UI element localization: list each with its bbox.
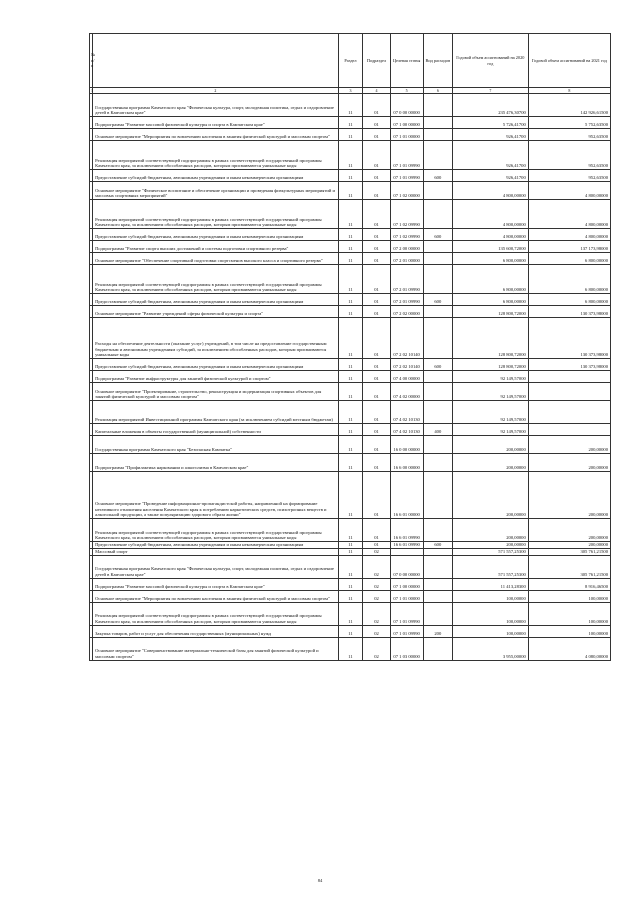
table-row — [90, 401, 611, 424]
cell-vol2020: 926,41700 — [452, 129, 528, 141]
cell-target: 07 2 01 00000 — [390, 253, 423, 265]
cell-target: 07 4 02 10130 — [390, 424, 423, 436]
cell-exp-type — [423, 454, 452, 472]
cell-section: 11 — [338, 637, 363, 660]
table-row — [90, 548, 611, 555]
cell-exp-type — [423, 590, 452, 602]
cell-name: Основное мероприятие "Проведение информационно-пропагандистской работы, направленной на формирование негативного отношения населения Камчатского края к потреблению наркотических средств, психотропных веществ и алкогольной продукции, а также популяризацию здорового образа жизни" — [93, 472, 338, 519]
cell-target: 16 6 01 00000 — [390, 472, 423, 519]
cell-section: 11 — [338, 454, 363, 472]
cell-subsection: 01 — [363, 241, 390, 253]
cell-vol2020: 235 476,30700 — [452, 94, 528, 117]
cell-vol2020: 926,41700 — [452, 170, 528, 182]
table-row — [90, 371, 611, 383]
cell-vol2020: 200,00000 — [452, 436, 528, 454]
cell-name: Подпрограмма "Профилактика наркомании и алкоголизма в Камчатском крае" — [93, 454, 338, 472]
cell-section: 11 — [338, 241, 363, 253]
table-row — [90, 625, 611, 637]
header-subsection: Подраздел — [363, 34, 390, 88]
cell-exp-type — [423, 401, 452, 424]
cell-vol2020: 200,00000 — [452, 472, 528, 519]
cell-name: Основное мероприятие "Обеспечение спортивной подготовки спортсменов высокого класса и спортивного резерва" — [93, 253, 338, 265]
table-row — [90, 424, 611, 436]
cell-exp-type — [423, 519, 452, 542]
cell-exp-type: 600 — [423, 542, 452, 549]
cell-vol2020: 3 955,00000 — [452, 637, 528, 660]
cell-target: 07 1 03 00000 — [390, 637, 423, 660]
cell-section: 11 — [338, 602, 363, 625]
cell-vol2020: 100,00000 — [452, 590, 528, 602]
table-row — [90, 359, 611, 371]
table-row — [90, 117, 611, 129]
cell-target: 07 2 02 00000 — [390, 306, 423, 318]
cell-vol2021: 100,00000 — [528, 602, 610, 625]
cell-target: 07 0 00 00000 — [390, 94, 423, 117]
cell-exp-type — [423, 436, 452, 454]
cell-exp-type — [423, 602, 452, 625]
cell-name: Предоставление субсидий бюджетным, автономным учреждениям и иным некоммерческим организациям — [93, 170, 338, 182]
cell-target: 07 1 01 09990 — [390, 170, 423, 182]
cell-section: 11 — [338, 253, 363, 265]
table-row — [90, 94, 611, 117]
cell-exp-type: 600 — [423, 294, 452, 306]
table-row — [90, 265, 611, 294]
cell-vol2021: 4 800,00000 — [528, 200, 610, 229]
cell-vol2020: 11 413,28300 — [452, 578, 528, 590]
table-row — [90, 590, 611, 602]
table-row — [90, 170, 611, 182]
cell-name: Капитальные вложения в объекты государственной (муниципальной) собственности — [93, 424, 338, 436]
cell-name: Подпрограмма "Развитие инфраструктуры для занятий физической культурой и спортом" — [93, 371, 338, 383]
cell-subsection: 01 — [363, 117, 390, 129]
cell-section: 11 — [338, 555, 363, 578]
cell-target: 16 0 00 00000 — [390, 436, 423, 454]
table-row — [90, 229, 611, 241]
cell-target: 07 1 00 00000 — [390, 578, 423, 590]
cell-target: 07 1 00 00000 — [390, 117, 423, 129]
cell-vol2021: 130 373,98000 — [528, 318, 610, 359]
cell-section: 11 — [338, 424, 363, 436]
cell-vol2020: 200,00000 — [452, 454, 528, 472]
cell-vol2021: 142 926,61500 — [528, 94, 610, 117]
cell-vol2021: 8 916,46500 — [528, 578, 610, 590]
cell-vol2020: 128 800,72000 — [452, 359, 528, 371]
cell-vol2020: 4 800,00000 — [452, 182, 528, 200]
cell-exp-type: 400 — [423, 424, 452, 436]
header-vol2020: Годовой объем ассигнований на 2020 год — [452, 34, 528, 88]
cell-name: Реализация мероприятий соответствующей подпрограммы в рамках соответствующей государственной программы Камчатского края, за исключением обособленных расходов, которым присваиваются уникальные коды — [93, 519, 338, 542]
cell-exp-type — [423, 371, 452, 383]
cell-target: 07 1 01 09990 — [390, 625, 423, 637]
table-row — [90, 637, 611, 660]
page-number: 84 — [317, 878, 323, 883]
cell-exp-type — [423, 472, 452, 519]
cell-subsection: 01 — [363, 182, 390, 200]
table-row — [90, 555, 611, 578]
header-target: Целевая статья — [390, 34, 423, 88]
cell-name: Основное мероприятие "Развитие учреждений сферы физической культуры и спорта" — [93, 306, 338, 318]
cell-vol2020: 135 600,72000 — [452, 241, 528, 253]
cell-subsection: 01 — [363, 542, 390, 549]
cell-vol2020: 128 800,72000 — [452, 318, 528, 359]
cell-vol2020: 5 726,41700 — [452, 117, 528, 129]
cell-target: 07 2 01 09990 — [390, 294, 423, 306]
cell-vol2021: 6 800,00000 — [528, 253, 610, 265]
cell-name: Основное мероприятие "Физическое воспитание и обеспечение организации и проведения физкультурных мероприятий и массовых спортивных мероприятий" — [93, 182, 338, 200]
cell-name: Государственная программа Камчатского края "Физическая культура, спорт, молодежная политика, отдых и оздоровление детей в Камчатском крае" — [93, 94, 338, 117]
cell-exp-type — [423, 253, 452, 265]
table-row — [90, 182, 611, 200]
cell-subsection: 01 — [363, 454, 390, 472]
column-number: 7 — [452, 88, 528, 94]
cell-section: 11 — [338, 383, 363, 401]
cell-vol2020: 92 149,57000 — [452, 383, 528, 401]
cell-section: 11 — [338, 129, 363, 141]
cell-name: Предоставление субсидий бюджетным, автономным учреждениям и иным некоммерческим организациям — [93, 542, 338, 549]
cell-subsection: 01 — [363, 424, 390, 436]
cell-target: 07 1 01 09990 — [390, 141, 423, 170]
cell-name: Основное мероприятие "Мероприятия по вовлечению населения в занятия физической культурой и массовым спортом" — [93, 129, 338, 141]
cell-exp-type — [423, 117, 452, 129]
cell-subsection: 01 — [363, 401, 390, 424]
cell-name: Реализация мероприятий соответствующей подпрограммы в рамках соответствующей государственной программы Камчатского края, за исключением обособленных расходов, которым присваиваются уникальные коды — [93, 602, 338, 625]
cell-exp-type — [423, 578, 452, 590]
cell-subsection: 01 — [363, 129, 390, 141]
cell-target: 07 2 01 09990 — [390, 265, 423, 294]
cell-section: 11 — [338, 519, 363, 542]
cell-subsection: 02 — [363, 548, 390, 555]
cell-name: Государственная программа Камчатского края "Физическая культура, спорт, молодежная политика, отдых и оздоровление детей в Камчатском крае" — [93, 555, 338, 578]
table-row — [90, 436, 611, 454]
cell-name: Массовый спорт — [93, 548, 338, 555]
cell-vol2021: 305 761,21500 — [528, 548, 610, 555]
cell-subsection: 01 — [363, 94, 390, 117]
budget-table-sheet — [89, 33, 611, 661]
cell-vol2021: 4 800,00000 — [528, 182, 610, 200]
cell-name: Реализация мероприятий соответствующей подпрограммы в рамках соответствующей государственной программы Камчатского края, за исключением обособленных расходов, которым присваиваются уникальные коды — [93, 141, 338, 170]
cell-section: 11 — [338, 182, 363, 200]
cell-exp-type: 200 — [423, 625, 452, 637]
table-row — [90, 241, 611, 253]
table-row — [90, 253, 611, 265]
cell-target: 07 0 00 00000 — [390, 555, 423, 578]
cell-vol2020: 100,00000 — [452, 602, 528, 625]
cell-target: 16 6 00 00000 — [390, 454, 423, 472]
column-number: 6 — [423, 88, 452, 94]
cell-subsection: 01 — [363, 359, 390, 371]
cell-target: 07 1 02 09990 — [390, 229, 423, 241]
cell-vol2020: 571 557,25300 — [452, 555, 528, 578]
cell-subsection: 01 — [363, 318, 390, 359]
cell-vol2021: 952,63500 — [528, 129, 610, 141]
cell-section: 11 — [338, 170, 363, 182]
cell-subsection: 02 — [363, 555, 390, 578]
cell-section: 11 — [338, 229, 363, 241]
cell-vol2021: 130 373,98000 — [528, 306, 610, 318]
table-body — [90, 94, 611, 661]
cell-vol2020: 92 149,57000 — [452, 371, 528, 383]
cell-exp-type — [423, 94, 452, 117]
cell-section: 11 — [338, 401, 363, 424]
table-row — [90, 454, 611, 472]
cell-vol2021 — [528, 371, 610, 383]
cell-vol2021: 200,00000 — [528, 454, 610, 472]
cell-vol2021: 952,63500 — [528, 141, 610, 170]
cell-target: 07 2 00 00000 — [390, 241, 423, 253]
cell-subsection: 01 — [363, 200, 390, 229]
cell-subsection: 01 — [363, 170, 390, 182]
column-number: 5 — [390, 88, 423, 94]
cell-section: 11 — [338, 472, 363, 519]
header-vol2021: Годовой объем ассигнований на 2021 год — [528, 34, 610, 88]
cell-target: 16 6 01 09990 — [390, 542, 423, 549]
table-row — [90, 318, 611, 359]
cell-subsection: 01 — [363, 472, 390, 519]
cell-subsection: 01 — [363, 519, 390, 542]
cell-subsection: 01 — [363, 265, 390, 294]
table-row — [90, 578, 611, 590]
table-row — [90, 472, 611, 519]
cell-vol2020: 6 800,00000 — [452, 253, 528, 265]
column-number: 4 — [363, 88, 390, 94]
cell-vol2020: 128 800,72000 — [452, 306, 528, 318]
cell-subsection: 02 — [363, 637, 390, 660]
cell-exp-type — [423, 141, 452, 170]
cell-vol2021: 130 373,98000 — [528, 359, 610, 371]
table-row — [90, 129, 611, 141]
cell-exp-type: 600 — [423, 359, 452, 371]
cell-vol2020: 92 149,57000 — [452, 424, 528, 436]
cell-vol2021: 200,00000 — [528, 436, 610, 454]
cell-exp-type — [423, 383, 452, 401]
cell-name: Основное мероприятие "Мероприятия по вовлечению населения в занятия физической культурой и массовым спортом" — [93, 590, 338, 602]
cell-target: 07 2 02 10140 — [390, 359, 423, 371]
cell-vol2020: 200,00000 — [452, 519, 528, 542]
cell-section: 11 — [338, 265, 363, 294]
cell-vol2021: 4 080,00000 — [528, 637, 610, 660]
cell-vol2021: 100,00000 — [528, 590, 610, 602]
cell-vol2021: 100,00000 — [528, 625, 610, 637]
column-number: 3 — [338, 88, 363, 94]
column-number: 2 — [93, 88, 338, 94]
cell-name: Государственная программа Камчатского края "Безопасная Камчатка" — [93, 436, 338, 454]
column-number: 1 — [91, 88, 93, 93]
cell-subsection: 02 — [363, 578, 390, 590]
cell-name: Предоставление субсидий бюджетным, автономным учреждениям и иным некоммерческим организациям — [93, 294, 338, 306]
cell-exp-type — [423, 306, 452, 318]
cell-subsection: 01 — [363, 383, 390, 401]
cell-exp-type — [423, 129, 452, 141]
cell-exp-type — [423, 637, 452, 660]
cell-vol2020: 6 800,00000 — [452, 294, 528, 306]
cell-target: 07 1 02 09990 — [390, 200, 423, 229]
cell-target: 07 1 01 00000 — [390, 590, 423, 602]
cell-section: 11 — [338, 359, 363, 371]
cell-section: 11 — [338, 548, 363, 555]
cell-subsection: 01 — [363, 141, 390, 170]
cell-section: 11 — [338, 294, 363, 306]
cell-target: 07 4 02 10130 — [390, 401, 423, 424]
cell-vol2021: 137 173,98000 — [528, 241, 610, 253]
cell-vol2021: 6 800,00000 — [528, 294, 610, 306]
cell-name: Основное мероприятие "Совершенствование материально-технической базы для занятий физической культурой и массовым спортом" — [93, 637, 338, 660]
cell-vol2020: 92 149,57000 — [452, 401, 528, 424]
cell-subsection: 01 — [363, 294, 390, 306]
cell-name: Основное мероприятие "Проектирование, строительство, реконструкция и модернизация спортивных объектов для занятий физической культурой и массовым спортом" — [93, 383, 338, 401]
table-row — [90, 602, 611, 625]
cell-section: 11 — [338, 625, 363, 637]
cell-target: 16 6 01 09990 — [390, 519, 423, 542]
cell-subsection: 01 — [363, 371, 390, 383]
cell-vol2021: 5 752,63500 — [528, 117, 610, 129]
cell-vol2021 — [528, 401, 610, 424]
table-row — [90, 141, 611, 170]
cell-subsection: 02 — [363, 625, 390, 637]
table-header-row — [90, 34, 611, 88]
cell-name: Подпрограмма "Развитие массовой физической культуры и спорта в Камчатском крае" — [93, 578, 338, 590]
cell-exp-type — [423, 265, 452, 294]
table-row — [90, 383, 611, 401]
cell-subsection: 01 — [363, 229, 390, 241]
cell-vol2020: 4 800,00000 — [452, 200, 528, 229]
cell-section: 11 — [338, 578, 363, 590]
cell-vol2020: 4 800,00000 — [452, 229, 528, 241]
cell-name: Реализация мероприятий соответствующей подпрограммы в рамках соответствующей государственной программы Камчатского края, за исключением обособленных расходов, которым присваиваются уникальные коды — [93, 265, 338, 294]
cell-vol2021 — [528, 424, 610, 436]
cell-name: Закупка товаров, работ и услуг для обеспечения государственных (муниципальных) нужд — [93, 625, 338, 637]
cell-name: Реализация мероприятий Инвестиционной программы Камчатского края (за исключением субсидий местным бюджетам) — [93, 401, 338, 424]
cell-vol2021: 6 800,00000 — [528, 265, 610, 294]
cell-target: 07 1 02 00000 — [390, 182, 423, 200]
cell-section: 11 — [338, 318, 363, 359]
cell-vol2021: 200,00000 — [528, 472, 610, 519]
cell-section: 11 — [338, 590, 363, 602]
cell-name: Реализация мероприятий соответствующей подпрограммы в рамках соответствующей государственной программы Камчатского края, за исключением обособленных расходов, которым присваиваются уникальные коды — [93, 200, 338, 229]
cell-name: Предоставление субсидий бюджетным, автономным учреждениям и иным некоммерческим организациям — [93, 359, 338, 371]
cell-exp-type: 600 — [423, 229, 452, 241]
cell-section: 11 — [338, 371, 363, 383]
cell-section: 11 — [338, 141, 363, 170]
cell-target: 07 1 01 09990 — [390, 602, 423, 625]
cell-section: 11 — [338, 306, 363, 318]
table-row — [90, 306, 611, 318]
cell-exp-type — [423, 548, 452, 555]
cell-exp-type — [423, 200, 452, 229]
cell-name: Подпрограмма "Развитие спорта высших достижений и системы подготовки спортивного резерва" — [93, 241, 338, 253]
cell-section: 11 — [338, 117, 363, 129]
cell-vol2021 — [528, 383, 610, 401]
cell-subsection: 01 — [363, 436, 390, 454]
cell-exp-type: 600 — [423, 170, 452, 182]
cell-vol2020: 100,00000 — [452, 625, 528, 637]
cell-exp-type — [423, 241, 452, 253]
cell-vol2021: 305 761,21500 — [528, 555, 610, 578]
cell-subsection: 01 — [363, 253, 390, 265]
cell-section: 11 — [338, 94, 363, 117]
cell-vol2020: 200,00000 — [452, 542, 528, 549]
cell-vol2021: 952,63500 — [528, 170, 610, 182]
cell-exp-type — [423, 555, 452, 578]
cell-target: 07 1 01 00000 — [390, 129, 423, 141]
cell-vol2020: 6 800,00000 — [452, 265, 528, 294]
cell-subsection: 02 — [363, 590, 390, 602]
cell-section: 11 — [338, 200, 363, 229]
cell-target: 07 4 02 00000 — [390, 383, 423, 401]
table-row — [90, 519, 611, 542]
table-row — [90, 542, 611, 549]
cell-section: 11 — [338, 436, 363, 454]
cell-exp-type — [423, 182, 452, 200]
cell-vol2021: 4 800,00000 — [528, 229, 610, 241]
cell-target: 07 4 00 00000 — [390, 371, 423, 383]
table-row — [90, 294, 611, 306]
cell-name: Расходы на обеспечение деятельности (оказание услуг) учреждений, в том числе на предоставление государственным бюджетным и автономным учреждениям субсидий, за исключением обособленных расходов, которым присваиваются уникальные коды — [93, 318, 338, 359]
cell-vol2020: 571 557,25300 — [452, 548, 528, 555]
table-row — [90, 200, 611, 229]
cell-name: Подпрограмма "Развитие массовой физической культуры и спорта в Камчатском крае" — [93, 117, 338, 129]
cell-exp-type — [423, 318, 452, 359]
cell-name: Предоставление субсидий бюджетным, автономным учреждениям и иным некоммерческим организациям — [93, 229, 338, 241]
cell-section: 11 — [338, 542, 363, 549]
header-name — [93, 34, 338, 88]
cell-target: 07 2 02 10140 — [390, 318, 423, 359]
cell-subsection: 02 — [363, 602, 390, 625]
cell-vol2020: 926,41700 — [452, 141, 528, 170]
budget-table — [89, 33, 611, 661]
header-exp-type: Вид расходов — [423, 34, 452, 88]
header-num: № п/п — [90, 34, 93, 88]
column-number: 8 — [528, 88, 610, 94]
header-section: Раздел — [338, 34, 363, 88]
cell-subsection: 01 — [363, 306, 390, 318]
cell-vol2021: 200,00000 — [528, 519, 610, 542]
cell-target — [390, 548, 423, 555]
cell-vol2021: 200,00000 — [528, 542, 610, 549]
